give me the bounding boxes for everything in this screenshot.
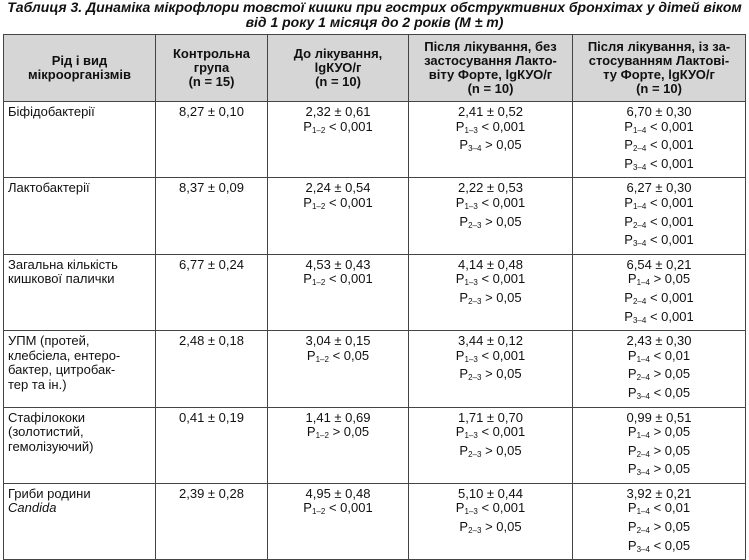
control-value: 8,27 ± 0,10 (179, 104, 244, 119)
header-line: група (193, 60, 230, 75)
organism-name-line: тер та ін.) (8, 376, 67, 392)
p-relation: > 0,05 (649, 461, 691, 477)
after-with-cell (573, 483, 746, 559)
p-relation: > 0,05 (328, 424, 370, 440)
header-line: Після лікування, без (424, 39, 557, 54)
p-relation: < 0,001 (477, 194, 526, 210)
p-subscript: 2–3 (468, 296, 482, 306)
header-after-without (409, 35, 573, 102)
organism-name-line: кишкової палички (8, 271, 115, 287)
organism-name-line: Загальна кількість (8, 256, 118, 272)
p-value: $P_{1-4} < 0,001$ (624, 194, 694, 211)
p-subscript: 1–4 (636, 278, 650, 288)
after-without-cell (409, 178, 573, 254)
after-with-cell (573, 102, 746, 178)
p-relation: < 0,001 (646, 308, 694, 324)
header-line: (n = 10) (467, 81, 514, 96)
p-relation: > 0,05 (649, 442, 691, 458)
organism-name-line: клебсіела, ентеро- (8, 347, 121, 363)
header-organism (4, 35, 156, 102)
p-relation: < 0,001 (646, 289, 694, 305)
p-value: $P_{1-3} < 0,001$ (455, 347, 526, 364)
organism-name-line: гемолізуючий) (8, 438, 94, 454)
p-relation: < 0,001 (477, 500, 526, 516)
p-relation: < 0,001 (477, 347, 526, 363)
p-value: $P_{1-2} > 0,05$ (306, 424, 370, 441)
p-subscript: 1–3 (464, 507, 478, 517)
control-cell (156, 102, 268, 178)
p-relation: > 0,05 (649, 366, 691, 382)
p-relation: < 0,001 (646, 213, 694, 229)
header-line: До лікування, (293, 46, 383, 61)
header-line: (n = 10) (315, 74, 361, 89)
p-relation: < 0,001 (646, 194, 694, 210)
after-with-cell (573, 407, 746, 483)
p-subscript: 2–4 (632, 144, 647, 154)
p-value: $P_{1-3} < 0,001$ (455, 271, 526, 288)
after-without-cell (409, 102, 573, 178)
control-value: 2,39 ± 0,28 (179, 485, 244, 501)
p-subscript: 2–4 (632, 220, 647, 230)
after-without-cell (409, 407, 573, 483)
header-control (156, 35, 268, 102)
p-subscript: 2–3 (468, 373, 482, 383)
p-value: $P_{1-3} < 0,001$ (455, 424, 526, 441)
p-subscript: 3–4 (468, 144, 482, 154)
control-cell (156, 178, 268, 254)
p-subscript: 2–3 (468, 449, 482, 459)
mean-value: 6,27 ± 0,30 (626, 180, 692, 196)
table-header-row (4, 35, 746, 102)
mean-value: 1,71 ± 0,70 (458, 409, 523, 425)
header-line: (n = 15) (188, 74, 235, 89)
p-value: $P_{2-4} < 0,001$ (624, 213, 694, 230)
control-value: 0,41 ± 0,19 (179, 409, 244, 425)
p-relation: > 0,05 (481, 366, 522, 382)
p-relation: < 0,01 (649, 500, 691, 516)
mean-value: 3,44 ± 0,12 (458, 333, 523, 349)
table-row (4, 407, 746, 483)
header-line: lgКУО/г (314, 60, 362, 75)
p-relation: < 0,001 (325, 500, 373, 516)
p-value: $P_{2-3} > 0,05$ (459, 442, 522, 459)
p-subscript: 3–4 (636, 391, 650, 401)
after-with-cell (573, 178, 746, 254)
p-value: $P_{1-4} > 0,05$ (627, 424, 691, 441)
control-cell (156, 407, 268, 483)
microflora-table (3, 34, 746, 560)
p-value: $P_{2-3} > 0,05$ (459, 213, 522, 230)
table-caption (0, 0, 749, 30)
p-subscript: 1–2 (311, 125, 326, 135)
p-subscript: 2–4 (636, 449, 650, 459)
after-without-cell (409, 331, 573, 407)
control-value: 2,48 ± 0,18 (179, 333, 244, 349)
header-line: Після лікування, із за- (587, 39, 731, 54)
p-value: $P_{1-2} < 0,001$ (303, 118, 373, 135)
p-relation: < 0,001 (646, 232, 694, 248)
control-cell (156, 331, 268, 407)
mean-value: 0,99 ± 0,51 (626, 409, 692, 425)
p-value: $P_{3-4} > 0,05$ (459, 137, 522, 154)
p-subscript: 3–4 (632, 239, 647, 249)
organism-name-line: Біфідобактерії (8, 104, 95, 119)
after-with-cell (573, 331, 746, 407)
table-body (4, 102, 746, 560)
p-relation: < 0,001 (646, 118, 694, 134)
p-value: $P_{1-2} < 0,001$ (303, 194, 373, 211)
p-subscript: 3–4 (636, 468, 650, 478)
mean-value: 4,95 ± 0,48 (305, 485, 371, 501)
p-subscript: 1–2 (311, 201, 326, 211)
mean-value: 6,54 ± 0,21 (626, 256, 692, 272)
mean-value: 4,53 ± 0,43 (305, 256, 371, 272)
p-value: $P_{2-4} > 0,05$ (627, 442, 691, 459)
p-relation: < 0,001 (325, 118, 373, 134)
p-value: $P_{3-4} > 0,05$ (627, 461, 691, 478)
p-subscript: 1–3 (464, 201, 478, 211)
organism-cell (4, 254, 156, 330)
organism-name-line: Лактобактерії (8, 180, 90, 196)
table-row (4, 178, 746, 254)
p-relation: < 0,001 (325, 271, 373, 287)
organism-name-line: бактер, цитробак- (8, 362, 116, 378)
p-relation: > 0,05 (481, 289, 522, 305)
p-subscript: 1–4 (636, 507, 650, 517)
p-subscript: 1–4 (636, 431, 650, 441)
p-value: $P_{1-2} < 0,05$ (306, 347, 370, 364)
control-cell (156, 483, 268, 559)
p-relation: < 0,001 (477, 271, 526, 287)
p-value: $P_{2-3} > 0,05$ (459, 519, 522, 536)
organism-name-line: (золотистий, (8, 424, 84, 440)
caption-line-1: Таблиця 3. Динаміка мікрофлори товстої кишки при гострих обструктивних бронхітах у дітей віком (7, 0, 742, 15)
organism-cell (4, 407, 156, 483)
mean-value: 5,10 ± 0,44 (458, 485, 523, 501)
p-subscript: 2–3 (468, 526, 482, 536)
p-relation: < 0,001 (325, 194, 373, 210)
organism-name-line: Гриби родини (8, 485, 91, 501)
p-relation: > 0,05 (481, 137, 522, 153)
p-value: $P_{2-4} < 0,001$ (624, 137, 694, 154)
before-cell (268, 483, 409, 559)
mean-value: 2,32 ± 0,61 (305, 104, 371, 119)
header-line: ту Форте, lgКУО/г (603, 67, 715, 82)
p-relation: < 0,001 (646, 155, 694, 171)
p-subscript: 1–3 (464, 431, 478, 441)
p-subscript: 2–4 (636, 373, 650, 383)
p-relation: > 0,05 (649, 519, 691, 535)
organism-name-line: Стафілококи (8, 409, 85, 425)
before-cell (268, 254, 409, 330)
header-line: стосуванням Лактові- (588, 53, 730, 68)
table-row (4, 102, 746, 178)
header-line: мікроорганізмів (28, 67, 131, 82)
p-relation: < 0,05 (328, 347, 370, 363)
p-relation: < 0,001 (477, 118, 526, 134)
p-value: $P_{2-4} > 0,05$ (627, 366, 691, 383)
organism-cell (4, 331, 156, 407)
p-value: $P_{3-4} < 0,001$ (624, 308, 694, 325)
p-value: $P_{1-3} < 0,001$ (455, 194, 526, 211)
header-line: віту Форте, lgКУО/г (428, 67, 553, 82)
p-subscript: 1–3 (464, 278, 478, 288)
p-value: $P_{1-4} > 0,05$ (627, 271, 691, 288)
p-subscript: 1–2 (311, 278, 326, 288)
p-relation: < 0,05 (649, 537, 691, 553)
control-value: 8,37 ± 0,09 (179, 180, 244, 196)
before-cell (268, 331, 409, 407)
p-value: $P_{2-3} > 0,05$ (459, 289, 522, 306)
organism-cell (4, 483, 156, 559)
p-subscript: 2–4 (632, 296, 647, 306)
mean-value: 2,22 ± 0,53 (458, 180, 523, 196)
p-subscript: 1–4 (632, 125, 647, 135)
p-relation: < 0,01 (649, 347, 691, 363)
organism-name-line: Candida (8, 500, 57, 516)
p-relation: > 0,05 (481, 519, 522, 535)
p-subscript: 2–3 (468, 220, 482, 230)
p-value: $P_{1-2} < 0,001$ (303, 500, 373, 517)
p-value: $P_{1-4} < 0,001$ (624, 118, 694, 135)
organism-name-line: УПМ (протей, (8, 333, 90, 349)
p-relation: < 0,001 (477, 424, 526, 440)
p-subscript: 1–2 (315, 354, 329, 364)
header-line: Контрольна (173, 46, 250, 61)
p-value: $P_{3-4} < 0,05$ (627, 537, 691, 554)
p-value: $P_{2-4} > 0,05$ (627, 519, 691, 536)
p-subscript: 1–2 (315, 431, 329, 441)
organism-cell (4, 102, 156, 178)
table-row (4, 254, 746, 330)
control-value: 6,77 ± 0,24 (179, 256, 244, 272)
p-relation: > 0,05 (649, 271, 691, 287)
p-relation: < 0,05 (649, 384, 691, 400)
header-line: застосування Лакто- (424, 53, 557, 68)
p-value: $P_{1-4} < 0,01$ (627, 347, 691, 364)
p-value: $P_{2-3} > 0,05$ (459, 366, 522, 383)
control-cell (156, 254, 268, 330)
p-value: $P_{1-3} < 0,001$ (455, 500, 526, 517)
header-line: (n = 10) (636, 81, 682, 96)
p-relation: < 0,001 (646, 137, 694, 153)
p-subscript: 1–4 (636, 354, 650, 364)
mean-value: 3,92 ± 0,21 (626, 485, 692, 501)
p-subscript: 1–4 (632, 201, 647, 211)
after-with-cell (573, 254, 746, 330)
caption-line-2: від 1 року 1 місяця до 2 років (M ± m) (245, 14, 504, 30)
p-value: $P_{1-2} < 0,001$ (303, 271, 373, 288)
p-subscript: 3–4 (632, 315, 647, 325)
p-subscript: 1–2 (311, 507, 326, 517)
organism-cell (4, 178, 156, 254)
p-subscript: 2–4 (636, 526, 650, 536)
p-value: $P_{1-4} < 0,01$ (627, 500, 691, 517)
mean-value: 2,24 ± 0,54 (305, 180, 371, 196)
mean-value: 2,43 ± 0,30 (626, 333, 692, 349)
mean-value: 3,04 ± 0,15 (305, 333, 371, 349)
p-value: $P_{3-4} < 0,05$ (627, 384, 691, 401)
p-relation: > 0,05 (481, 213, 522, 229)
p-subscript: 1–3 (464, 354, 478, 364)
mean-value: 2,41 ± 0,52 (458, 104, 523, 119)
p-relation: > 0,05 (481, 442, 522, 458)
table-row (4, 483, 746, 559)
before-cell (268, 178, 409, 254)
mean-value: 6,70 ± 0,30 (626, 104, 692, 119)
mean-value: 4,14 ± 0,48 (458, 256, 523, 272)
after-without-cell (409, 254, 573, 330)
p-subscript: 3–4 (632, 162, 647, 172)
after-without-cell (409, 483, 573, 559)
p-value: $P_{3-4} < 0,001$ (624, 155, 694, 172)
p-subscript: 1–3 (464, 125, 478, 135)
p-relation: > 0,05 (649, 424, 691, 440)
header-line: Рід і вид (51, 53, 108, 68)
p-value: $P_{1-3} < 0,001$ (455, 118, 526, 135)
table-row (4, 331, 746, 407)
p-value: $P_{2-4} < 0,001$ (624, 289, 694, 306)
before-cell (268, 407, 409, 483)
mean-value: 1,41 ± 0,69 (305, 409, 371, 425)
p-value: $P_{3-4} < 0,001$ (624, 232, 694, 249)
p-subscript: 3–4 (636, 544, 650, 554)
before-cell (268, 102, 409, 178)
header-after-with (573, 35, 746, 102)
header-before (268, 35, 409, 102)
